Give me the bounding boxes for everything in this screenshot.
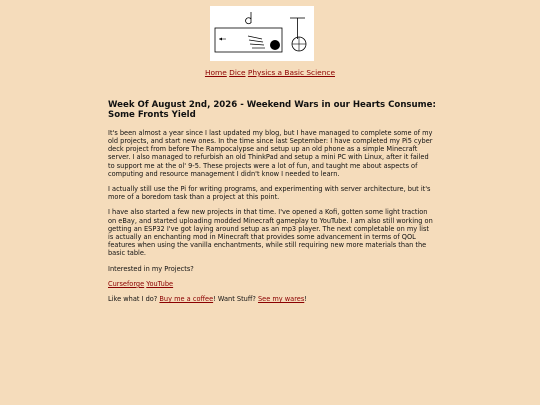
- nav-link-dice[interactable]: Dice: [229, 68, 246, 77]
- projects-question: Interested in my Projects?: [108, 264, 194, 273]
- site-logo[interactable]: [210, 6, 314, 61]
- top-nav: [0, 68, 540, 78]
- blog-post: [108, 100, 436, 310]
- post-paragraph-1: It's been almost a year since I last updated my blog, but I have managed to complete some of my old projects, and start new ones. In the time since last September: I have completed my Pi5 cyber deck project from before The Rampocalypse and setup up an old phone as a simple Minecraft server. I also managed to refurbish an old ThinkPad and setup a mini PC with Linux, after it failed to support me at the ol' 9-5. These projects were a lot of fun, and taught me about aspects of computing and resource management I didn't know I needed to learn.: [108, 128, 433, 178]
- buy-coffee-link[interactable]: Buy me a coffee: [159, 295, 214, 304]
- nav-link-physics[interactable]: Physics a Basic Science: [247, 68, 336, 77]
- wares-link[interactable]: See my wares: [257, 295, 305, 304]
- support-suffix: !: [304, 295, 307, 304]
- support-prefix: Like what I do?: [108, 295, 160, 304]
- youtube-link[interactable]: YouTube: [146, 279, 174, 288]
- curseforge-link[interactable]: Curseforge: [108, 279, 145, 288]
- project-links: [108, 280, 436, 288]
- support-line: [108, 295, 436, 303]
- logo-drawing-icon: [210, 6, 314, 61]
- support-middle: ! Want Stuff?: [213, 295, 258, 304]
- nav-link-home[interactable]: Home: [204, 68, 227, 77]
- post-paragraph-2: I actually still use the Pi for writing programs, and experimenting with server architecture, but it's more of a boredom task than a project at this point.: [108, 185, 431, 202]
- post-title: Week Of August 2nd, 2026 - Weekend Wars in our Hearts Consume: Some Fronts Yield: [108, 100, 436, 121]
- post-paragraph-3: I have also started a few new projects in that time. I've opened a Kofi, gotten some light traction on eBay, and started uploading modded Minecraft gameplay to YouTube. I am also still working on getting an ESP32 I've got laying around setup as an mp3 player. The next completable on my list is actually an enchanting mod in Minecraft that provides some advancement in terms of QOL features when using the vanilla enchantments, while still requiring new more materials than the basic table.: [108, 208, 433, 258]
